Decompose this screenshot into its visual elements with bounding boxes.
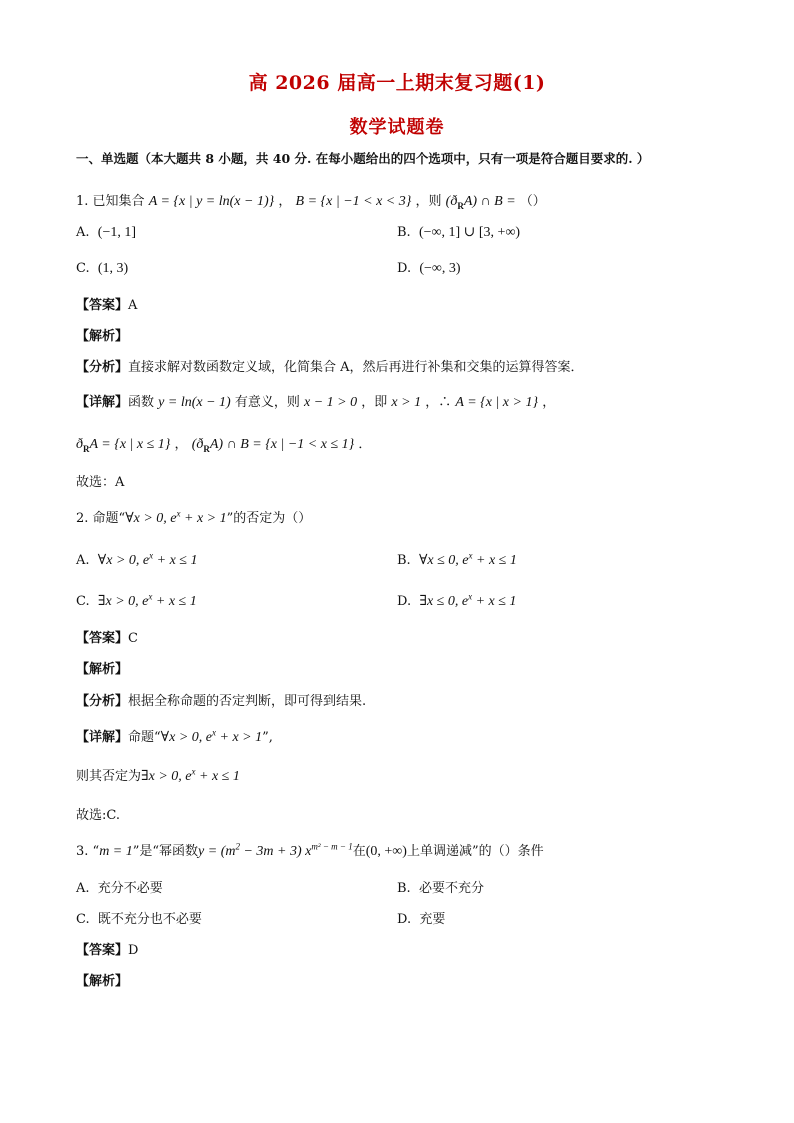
complement-sub: R: [203, 443, 210, 454]
q2-conclusion: 故选:C.: [76, 808, 120, 823]
detail-math: [141, 766, 240, 784]
math-sup: x: [148, 591, 153, 602]
q3-option-c: [76, 911, 202, 929]
q2-stem-math: [125, 508, 227, 526]
q2-explain: [76, 661, 128, 679]
complement-symbol: ð: [76, 437, 83, 452]
math-part: + x ≤ 1: [195, 769, 240, 784]
explain-tag: 【解析】: [76, 662, 129, 677]
q2-option-c: [76, 593, 197, 611]
math-part: ∀x > 0, e: [125, 511, 177, 526]
explain-tag: 【解析】: [76, 329, 129, 344]
option-value: 必要不充分: [418, 881, 484, 896]
detail-text: ，∴: [425, 395, 452, 410]
detail-math: [192, 437, 355, 452]
analysis-text: 根据全称命题的否定判断，即可得到结果.: [128, 694, 367, 709]
q1-expr: [446, 194, 516, 209]
answer-tag: 【答案】: [76, 298, 129, 313]
q3-stem-text: 上单调递减”的（）条件: [406, 844, 544, 859]
q2-option-a: [76, 552, 197, 570]
math-part: + x > 1: [216, 730, 263, 745]
q3-stem-text: ”是“幂函数: [132, 844, 199, 859]
option-value: (−∞, 1] ∪ [3, +∞): [418, 225, 521, 240]
q3-stem-math: m = 1: [99, 844, 133, 859]
q1-option-b: [397, 224, 520, 242]
q1-expr-sub: R: [457, 200, 464, 211]
option-label: B.: [397, 553, 411, 568]
detail-text: ．: [358, 437, 372, 452]
q1-option-c: [76, 260, 128, 278]
q2-stem-prefix: 2. 命题“: [76, 511, 126, 526]
q3-answer: [76, 942, 138, 960]
math-sup: x: [149, 550, 154, 561]
option-label: A.: [76, 881, 90, 896]
detail-text: 则其否定为: [76, 769, 142, 784]
page-title: 高 2026 届高一上期末复习题(1): [248, 72, 546, 94]
q1-expr-head: (ð: [445, 194, 458, 209]
q3-stem-interval: (0, +∞): [365, 844, 407, 859]
math-part: ∀x > 0, e: [160, 730, 212, 745]
option-label: D.: [397, 261, 412, 276]
q3-stem-text: 3. “: [76, 844, 100, 859]
detail-math: A = {x | x > 1}: [455, 395, 539, 410]
math-part: − 3m + 3) x: [239, 844, 312, 859]
q2-negation: [76, 768, 240, 786]
detail-text: ，: [174, 437, 188, 452]
detail-text: ，: [542, 395, 556, 410]
math-sup: m² − m − 1: [311, 841, 353, 852]
detail-math: y = ln(x − 1): [158, 395, 231, 410]
analysis-text: 直接求解对数函数定义域，化简集合 A，然后再进行补集和交集的运算得答案．: [128, 360, 584, 375]
option-label: C.: [76, 594, 90, 609]
option-label: B.: [397, 881, 411, 896]
q1-stem-mid: ，则: [415, 194, 442, 209]
q1-explain: [76, 328, 128, 346]
q1-stem: [76, 193, 546, 211]
detail-text: ，即: [361, 395, 388, 410]
math-sup: x: [191, 766, 196, 777]
detail-tag: 【详解】: [76, 730, 129, 745]
q3-stem-text: 在: [352, 844, 366, 859]
math-part: y = (m: [198, 844, 236, 859]
page-subtitle: 数学试题卷: [349, 117, 445, 138]
option-value: [97, 550, 198, 568]
q1-stem-end: （）: [519, 194, 546, 209]
option-label: D.: [397, 912, 412, 927]
intersection-result: A) ∩ B = {x | −1 < x ≤ 1}: [209, 437, 355, 452]
option-value: [97, 591, 197, 609]
q1-set-a: A = {x | y = ln(x − 1)}: [148, 194, 275, 209]
option-label: A.: [76, 553, 90, 568]
q1-expr-tail: A) ∩ B =: [463, 194, 516, 209]
answer-value: D: [128, 943, 139, 958]
answer-tag: 【答案】: [76, 631, 129, 646]
q1-detail-line-2: [76, 436, 371, 454]
math-part: ∃x > 0, e: [97, 594, 149, 609]
math-sup: 2: [235, 841, 240, 852]
option-value: 充要: [419, 912, 446, 927]
math-part: + x ≤ 1: [152, 594, 197, 609]
q3-explain: [76, 973, 128, 991]
q2-answer: [76, 630, 138, 648]
math-part: ∀x ≤ 0, e: [418, 553, 469, 568]
analysis-tag: 【分析】: [76, 360, 129, 375]
q2-option-d: [397, 593, 516, 611]
complement-sub: R: [83, 443, 90, 454]
math-sup: x: [468, 550, 473, 561]
q3-option-a: [76, 880, 163, 898]
answer-tag: 【答案】: [76, 943, 129, 958]
math-part: + x > 1: [180, 511, 227, 526]
math-part: ∃x ≤ 0, e: [419, 594, 469, 609]
math-sup: x: [176, 508, 181, 519]
q1-conclusion: 故选：A: [76, 475, 125, 490]
option-value: (−∞, 3): [419, 261, 461, 276]
option-value: [419, 591, 517, 609]
q3-option-d: [397, 911, 445, 929]
q2-stem: [76, 510, 311, 528]
q3-power-function: [198, 841, 353, 859]
math-part: ∃x > 0, e: [141, 769, 192, 784]
option-value: (−1, 1]: [97, 225, 137, 240]
detail-math: [160, 727, 263, 745]
option-label: A.: [76, 225, 90, 240]
detail-text: 函数: [128, 395, 155, 410]
complement-symbol: (ð: [191, 437, 204, 452]
q3-option-b: [397, 880, 484, 898]
complement-set: A = {x | x ≤ 1}: [89, 437, 171, 452]
math-sup: x: [468, 591, 473, 602]
q1-option-d: [397, 260, 461, 278]
detail-math: x > 1: [391, 395, 422, 410]
q3-stem: [76, 843, 544, 861]
math-part: + x ≤ 1: [472, 594, 517, 609]
option-label: B.: [397, 225, 411, 240]
math-part: + x ≤ 1: [153, 553, 198, 568]
explain-tag: 【解析】: [76, 974, 129, 989]
option-label: C.: [76, 261, 90, 276]
option-value: (1, 3): [97, 261, 129, 276]
option-label: C.: [76, 912, 90, 927]
detail-tag: 【详解】: [76, 395, 129, 410]
math-part: ∀x > 0, e: [97, 553, 150, 568]
option-value: 充分不必要: [97, 881, 163, 896]
detail-text: ”,: [262, 730, 273, 745]
option-value: [418, 550, 517, 568]
detail-math: [76, 437, 170, 452]
detail-text: 命题“: [128, 730, 161, 745]
option-value: 既不充分也不必要: [97, 912, 202, 927]
q2-option-b: [397, 552, 517, 570]
q1-sep: ，: [278, 194, 292, 209]
q1-analysis: [76, 359, 584, 377]
q1-stem-prefix: 1. 已知集合: [76, 194, 145, 209]
analysis-tag: 【分析】: [76, 694, 129, 709]
q2-detail: [76, 729, 273, 747]
detail-text: 有意义，则: [234, 395, 300, 410]
answer-value: C: [128, 631, 138, 646]
q1-detail-line-1: [76, 394, 555, 412]
q1-option-a: [76, 224, 136, 242]
q2-stem-end: ”的否定为（）: [226, 511, 312, 526]
q1-set-b: B = {x | −1 < x < 3}: [295, 194, 412, 209]
section-heading: 一、单选题（本大题共 8 小题，共 40 分. 在每小题给出的四个选项中，只有一项是符合题目要求的. ）: [76, 151, 650, 166]
math-part: + x ≤ 1: [472, 553, 517, 568]
detail-math: x − 1 > 0: [304, 395, 358, 410]
option-label: D.: [397, 594, 412, 609]
answer-value: A: [128, 298, 138, 313]
math-sup: x: [212, 727, 216, 738]
q1-answer: [76, 297, 137, 315]
q2-analysis: [76, 693, 366, 711]
